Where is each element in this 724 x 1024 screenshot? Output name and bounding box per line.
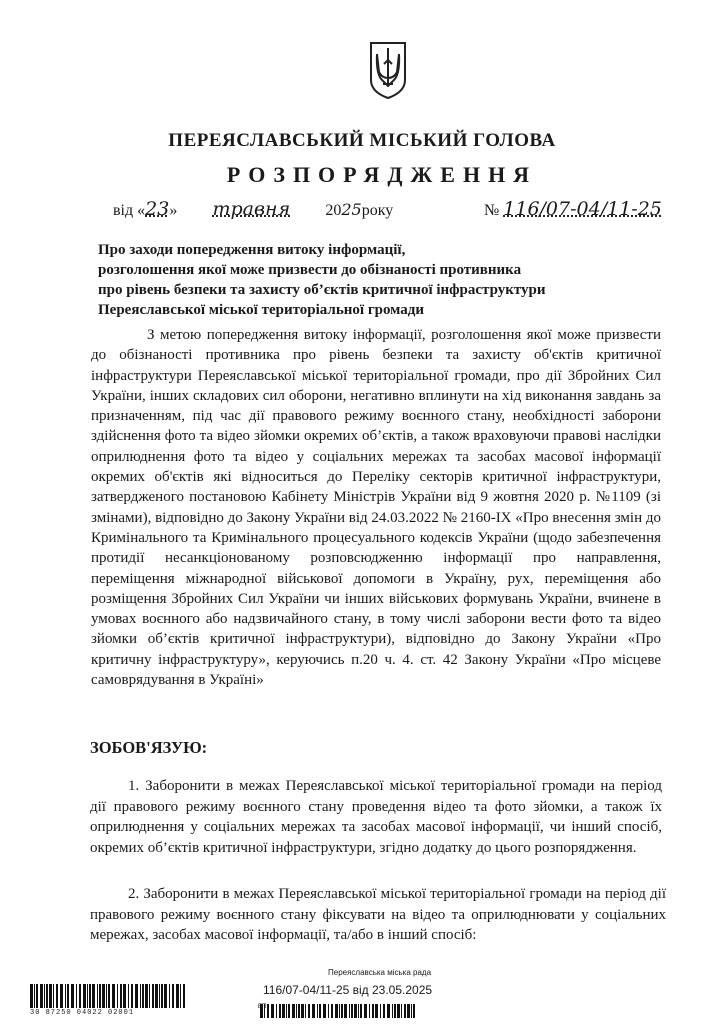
barcode-bar bbox=[36, 984, 38, 1008]
barcode-bar bbox=[34, 984, 35, 1008]
barcode-bar bbox=[102, 984, 105, 1008]
barcode-bar bbox=[46, 984, 48, 1008]
barcode-bar bbox=[128, 984, 129, 1008]
barcode-bar bbox=[120, 984, 122, 1008]
document-subject bbox=[98, 240, 618, 320]
barcode-bar bbox=[404, 1004, 406, 1018]
barcode-bar bbox=[339, 1004, 340, 1018]
barcode-bar bbox=[397, 1004, 400, 1018]
barcode-bar bbox=[76, 984, 77, 1008]
subject-line: розголошення якої може призвести до обізнаності противника bbox=[98, 262, 522, 278]
barcode-bar bbox=[44, 984, 45, 1008]
barcode-bar bbox=[108, 984, 110, 1008]
barcode-bar bbox=[286, 1004, 287, 1018]
barcode-bar bbox=[149, 984, 150, 1008]
trident-coat-of-arms-icon bbox=[368, 40, 408, 100]
date-suffix: року bbox=[361, 202, 394, 219]
barcode-bar bbox=[296, 1004, 297, 1018]
barcode-bar bbox=[369, 1004, 370, 1018]
barcode-bar bbox=[279, 1004, 281, 1018]
barcode-bar bbox=[176, 984, 179, 1008]
oblige-heading: ЗОБОВ'ЯЗУЮ: bbox=[90, 738, 208, 757]
barcode-bar bbox=[387, 1004, 390, 1018]
order-item-2: 2. Заборонити в межах Переяславської міської територіальної громади на період дії правового режиму воєнного стану фіксувати на відео та оприлюднювати у соціальних мережах, засобах масової інформації, та/або в інший спосіб: bbox=[90, 886, 666, 943]
barcode-bar bbox=[180, 984, 181, 1008]
barcode-bar bbox=[312, 1004, 315, 1018]
barcode-bar bbox=[380, 1004, 381, 1018]
registration-stamp-number: 116/07-04/11-25 від 23.05.2025 bbox=[263, 983, 433, 997]
barcode-bar bbox=[288, 1004, 290, 1018]
date-year-printed: 20 bbox=[325, 202, 342, 219]
barcode-bar bbox=[164, 984, 167, 1008]
barcode-bar bbox=[364, 1004, 367, 1018]
barcode-bar bbox=[360, 1004, 362, 1018]
barcode-bar bbox=[117, 984, 118, 1008]
barcode-bar bbox=[271, 1004, 274, 1018]
date-day: 23 bbox=[145, 198, 170, 220]
barcode-bar bbox=[30, 984, 33, 1008]
barcode-bar bbox=[292, 1004, 295, 1018]
barcode-bar bbox=[331, 1004, 333, 1018]
date-month: травня bbox=[212, 198, 291, 220]
barcode-bar bbox=[401, 1004, 402, 1018]
barcode-bar bbox=[341, 1004, 343, 1018]
barcode-bar bbox=[145, 984, 148, 1008]
barcode-bar bbox=[335, 1004, 338, 1018]
barcode-bar bbox=[67, 984, 69, 1008]
barcode-bar bbox=[161, 984, 163, 1008]
barcode-bar bbox=[159, 984, 160, 1008]
barcode-bar bbox=[123, 984, 126, 1008]
date-line bbox=[113, 198, 393, 220]
barcode-bar bbox=[319, 1004, 321, 1018]
barcode-bar bbox=[323, 1004, 326, 1018]
barcode-bar bbox=[71, 984, 74, 1008]
barcode-bar bbox=[87, 984, 88, 1008]
barcode-bar bbox=[413, 1004, 415, 1018]
barcode-bar bbox=[152, 984, 154, 1008]
preamble-paragraph: З метою попередження витоку інформації, розголошення якої може призвести до обізнаності противника про рівень безпеки та захисту об'єктів критичної інфраструктури Переяславської міської територіальної громади, про дії Збройних Сил України, інших складових сил оборони, негативно вплинути на хід виконання завдань за призначенням, під час дії правового режиму воєнного стану, необхідності заборони здійснення фото та відео зйомки окремих об’єктів, а також враховуючи правові наслідки оприлюднення фото та відео у соціальних мережах та засобах масової інформації окремих об'єктів які відноситься до Переліку секторів критичної інфраструктури, затвердженого постановою Кабінету Міністрів України від 9 жовтня 2020 р. №1109 (зі змінами), відповідно до Закону України від 24.03.2022 № 2160-IX «Про внесення змін до Кримінального та Кримінального процесуального кодексів України (щодо забезпечення протидії несанкціонованому розповсюдженню інформації про направлення, переміщення міжнародної військової допомоги в Україну, рух, переміщення або розміщення Збройних Сил України чи інших військових формувань України, вчинене в умовах воєнного або надзвичайного стану, в тому числі заборони вести фото та відео зйомки об’єктів критичної інфраструктури), відповідно до Закону України «Про критичну інфраструктуру», керуючись п.20 ч. 4. ст. 42 Закону України «Про місцеве самоврядування в Україні» bbox=[91, 327, 661, 689]
registration-stamp-org: Переяславська міська рада bbox=[328, 968, 432, 977]
barcode-bar bbox=[183, 984, 185, 1008]
barcode-bar bbox=[99, 984, 101, 1008]
barcode-bar bbox=[169, 984, 170, 1008]
barcode-bar bbox=[354, 1004, 357, 1018]
barcode-bar bbox=[383, 1004, 385, 1018]
barcode-bar bbox=[40, 984, 43, 1008]
stamp-footer-label: ЕП bbox=[258, 1004, 267, 1010]
barcode-bar bbox=[89, 984, 91, 1008]
barcode-bar bbox=[97, 984, 98, 1008]
barcode-bar bbox=[308, 1004, 310, 1018]
subject-line: Про заходи попередження витоку інформації, bbox=[98, 242, 406, 258]
barcode-bar bbox=[328, 1004, 329, 1018]
barcode-bar bbox=[375, 1004, 378, 1018]
barcode-bar bbox=[317, 1004, 318, 1018]
subject-line: про рівень безпеки та захисту об’єктів критичної інфраструктури bbox=[98, 282, 546, 298]
barcode-bar bbox=[65, 984, 66, 1008]
barcode-bar bbox=[392, 1004, 393, 1018]
barcode-bar bbox=[135, 984, 138, 1008]
barcode-bar bbox=[351, 1004, 353, 1018]
barcode-bar bbox=[282, 1004, 285, 1018]
barcode-bar bbox=[407, 1004, 410, 1018]
barcode-bar bbox=[172, 984, 174, 1008]
barcode-digits: 30 87250 04022 02001 bbox=[30, 1009, 135, 1017]
barcode-bar bbox=[394, 1004, 396, 1018]
date-year-written: 25 bbox=[341, 200, 362, 219]
barcode-bar bbox=[358, 1004, 359, 1018]
barcode-bar bbox=[411, 1004, 412, 1018]
barcode-bar bbox=[305, 1004, 306, 1018]
barcode-bar bbox=[131, 984, 133, 1008]
barcode-bar bbox=[155, 984, 158, 1008]
barcode-bar bbox=[344, 1004, 347, 1018]
document-number-line bbox=[484, 198, 662, 220]
barcode-bar bbox=[83, 984, 86, 1008]
barcode-bar bbox=[267, 1004, 269, 1018]
date-day-close: » bbox=[169, 202, 178, 219]
barcode-bar bbox=[79, 984, 81, 1008]
barcode-bar bbox=[301, 1004, 304, 1018]
barcode-bar bbox=[56, 984, 58, 1008]
barcode-bar bbox=[112, 984, 115, 1008]
issuing-authority: ПЕРЕЯСЛАВСЬКИЙ МІСЬКИЙ ГОЛОВА bbox=[168, 130, 556, 151]
barcode-bar bbox=[140, 984, 141, 1008]
document-type: РОЗПОРЯДЖЕННЯ bbox=[226, 162, 538, 187]
barcode-bar bbox=[142, 984, 144, 1008]
stamp-barcode bbox=[258, 1004, 418, 1018]
barcode-bar bbox=[372, 1004, 374, 1018]
barcode-bar bbox=[60, 984, 63, 1008]
document-number: 116/07-04/11-25 bbox=[503, 198, 662, 220]
subject-line: Переяславської міської територіальної громади bbox=[98, 302, 425, 318]
barcode-bar bbox=[276, 1004, 277, 1018]
barcode-bar bbox=[49, 984, 52, 1008]
number-prefix: № bbox=[484, 202, 500, 219]
barcode-bar bbox=[106, 984, 107, 1008]
barcode-bar bbox=[298, 1004, 300, 1018]
barcode-bar bbox=[53, 984, 54, 1008]
barcode-bar bbox=[349, 1004, 350, 1018]
order-item-1: 1. Заборонити в межах Переяславської міської територіальної громади на період дії правового режиму воєнного стану проведення відео та фото зйомки, а також їх оприлюднення у соціальних мережах та засобах масової інформації, чи інший спосіб, окремих об’єктів критичної інфраструктури, згідно додатку до цього розпорядження. bbox=[90, 778, 662, 856]
barcode-bar bbox=[92, 984, 95, 1008]
date-prefix: від « bbox=[113, 202, 146, 219]
